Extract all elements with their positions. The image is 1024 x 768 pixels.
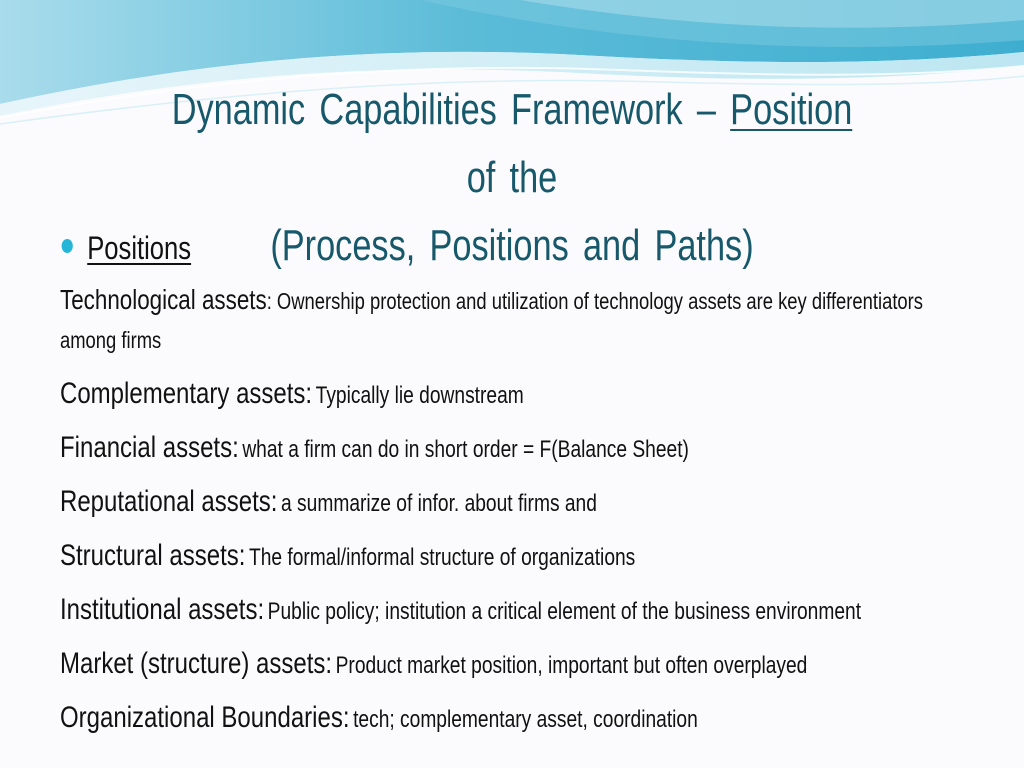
row-organizational-boundaries: [60, 693, 940, 747]
title-line2: (Process, Positions and Paths): [270, 221, 754, 270]
row-description: The formal/informal structure of organizations: [248, 544, 636, 571]
row-technological-assets: [60, 282, 940, 323]
row-term: Market (structure) assets:: [60, 647, 333, 680]
row-description: tech; complementary asset, coordination: [353, 706, 698, 733]
row-description: what a firm can do in short order = F(Balance Sheet): [242, 436, 689, 463]
row-description: Ownership protection and utilization of technology assets are key differentiators: [276, 288, 923, 314]
row-technological-assets-continuation: among firms: [60, 327, 162, 353]
row-term: Reputational assets:: [60, 485, 278, 518]
title-part2: of the: [466, 153, 558, 202]
row-description: Product market position, important but often overplayed: [335, 652, 808, 679]
title-part1: Dynamic Capabilities Framework –: [171, 85, 731, 134]
row-term: Financial assets:: [60, 431, 239, 464]
row-description: Typically lie downstream: [315, 382, 524, 409]
title-underlined-word: Position: [730, 85, 853, 134]
row-institutional-assets: [60, 585, 940, 639]
bullet-item-positions: [60, 228, 940, 268]
row-term: Organizational Boundaries:: [60, 701, 350, 734]
bullet-label: Positions: [87, 229, 192, 266]
row-term: Complementary assets:: [60, 377, 313, 410]
row-term: Institutional assets:: [60, 593, 265, 626]
row-term: Technological assets: [60, 284, 267, 315]
row-term: Structural assets:: [60, 539, 246, 572]
row-financial-assets: [60, 423, 940, 477]
row-term-separator: :: [266, 288, 277, 314]
slide-content: [60, 228, 940, 747]
row-complementary-assets: [60, 369, 940, 423]
bullet-dot-icon: [62, 239, 73, 253]
row-description: a summarize of infor. about firms and: [281, 490, 597, 517]
row-description: Public policy; institution a critical element of the business environment: [267, 598, 862, 625]
row-structural-assets: [60, 531, 940, 585]
row-reputational-assets: [60, 477, 940, 531]
row-market-structure-assets: [60, 639, 940, 693]
